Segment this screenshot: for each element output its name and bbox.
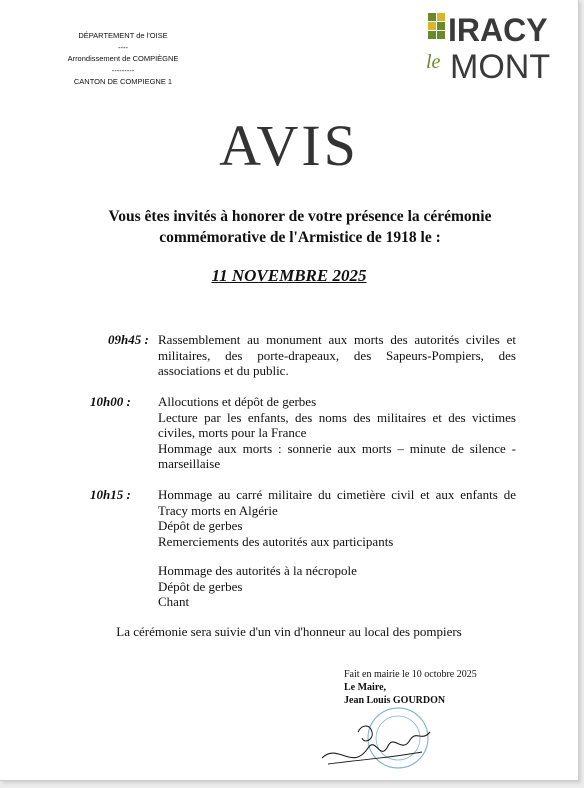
arrondissement-line: Arrondissement de COMPIÈGNE — [67, 54, 179, 63]
program-list — [158, 487, 516, 549]
separator-line: --------- — [111, 65, 135, 75]
invitation-line-2: commémorative de l'Armistice de 1918 le : — [159, 229, 441, 246]
program-time: 09h45 : — [108, 332, 149, 347]
program-item: Lecture par les enfants, des noms des militaires et des victimes civiles, morts pour la France — [158, 409, 516, 440]
program-list — [158, 563, 516, 610]
program-item: Dépôt de gerbes — [158, 518, 243, 533]
logo-word-2: le — [426, 51, 441, 73]
separator-line: ---- — [118, 42, 128, 52]
program-item: Allocutions et dépôt de gerbes — [158, 394, 317, 409]
program-item: Hommage aux morts : sonnerie aux morts – minute de silence - marseillaise — [158, 440, 516, 471]
program-item: Hommage au carré militaire du cimetière civil et aux enfants de Tracy morts en Algérie — [158, 487, 516, 518]
program-item: Dépôt de gerbes — [158, 578, 243, 594]
mayor-stamp-and-signature — [318, 702, 438, 774]
program-item: Chant — [158, 594, 190, 609]
canton-line: CANTON DE COMPIEGNE 1 — [73, 77, 173, 86]
signature-role: Le Maire, — [344, 682, 387, 693]
page-title: AVIS — [219, 113, 359, 178]
program-list — [158, 394, 516, 472]
program-item: Hommage des autorités à la nécropole — [158, 563, 357, 578]
logo-word-3: MONT — [450, 48, 551, 84]
invitation-line-1: Vous êtes invités à honorer de votre présence la cérémonie — [108, 208, 492, 225]
invitation-text — [60, 206, 540, 248]
signature-place-date: Fait en mairie le 10 octobre 2025 — [344, 669, 477, 680]
logo-word-1: IRACY — [448, 12, 548, 48]
ceremony-date: 11 NOVEMBRE 2025 — [211, 266, 367, 285]
program-time: 10h00 : — [90, 394, 131, 409]
program-item: Remerciements des autorités aux participants — [158, 533, 394, 549]
signature-name: Jean Louis GOURDON — [344, 695, 446, 706]
department-line: DÉPARTEMENT de l'OISE — [78, 31, 168, 40]
closing-text: La cérémonie sera suivie d'un vin d'honneur au local des pompiers — [116, 624, 462, 639]
administrative-header — [48, 30, 198, 88]
tracy-le-mont-logo — [424, 10, 556, 84]
program-text: Rassemblement au monument aux morts des autorités civiles et militaires, des porte-drapeaux, des Sapeurs-Pompiers, des associations et du public. — [158, 332, 516, 378]
program-time: 10h15 : — [90, 487, 131, 502]
